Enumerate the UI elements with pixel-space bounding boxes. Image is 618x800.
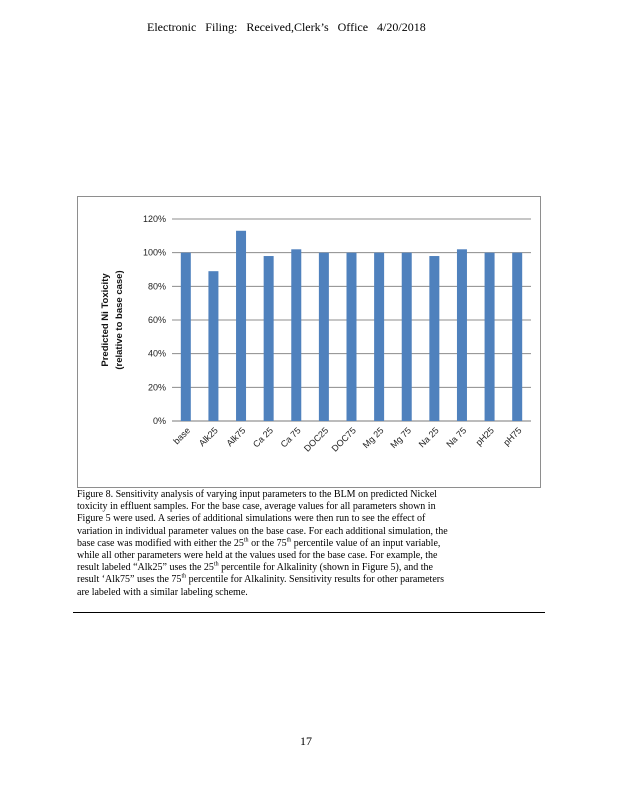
- y-axis-label-line2: (relative to base case): [114, 270, 125, 370]
- caption-line: Figure 8. Sensitivity analysis of varying input parameters to the BLM on predicted Nickel: [77, 489, 437, 500]
- caption-line: are labeled with a similar labeling scheme.: [77, 586, 248, 598]
- x-tick-label: pH75: [501, 425, 524, 448]
- x-tick-label: Alk75: [224, 425, 248, 449]
- bar-mg25: [374, 253, 384, 421]
- caption-line: result ‘Alk75” uses the 75th percentile for Alkalinity. Sensitivity results for other parameters: [77, 574, 444, 586]
- caption-line: result labeled “Alk25” uses the 25th percentile for Alkalinity (shown in Figure 5), and the: [77, 561, 433, 574]
- y-axis-label-line1: Predicted Ni Toxicity: [100, 273, 111, 367]
- figure-caption: [77, 489, 517, 599]
- page-number: 17: [300, 734, 312, 748]
- bar-alk25: [208, 271, 218, 421]
- x-tick-label: pH25: [473, 425, 496, 448]
- x-tick-label: base: [171, 425, 193, 447]
- bar-chart: [78, 197, 542, 489]
- caption-line: while all other parameters were held at the values used for the base case. For example, the: [77, 550, 438, 562]
- document-header: Electronic Filing: Received,Clerk’s Office 4/20/2018: [147, 20, 426, 34]
- bar-ph75: [512, 253, 522, 421]
- y-tick-label: 60%: [147, 315, 166, 325]
- x-tick-label: DOC25: [302, 425, 331, 454]
- x-tick-label: Alk25: [196, 425, 220, 449]
- bar-layer: [181, 231, 522, 421]
- bar-ca25: [264, 256, 274, 421]
- y-tick-label-layer: [143, 214, 166, 426]
- bar-na75: [457, 249, 467, 421]
- figure-chart-box: [77, 196, 541, 488]
- x-tick-label: Ca 25: [251, 425, 276, 450]
- bar-doc25: [319, 253, 329, 421]
- x-tick-label: Mg 25: [360, 425, 386, 451]
- x-tick-label: DOC75: [329, 425, 358, 454]
- y-tick-label: 100%: [142, 247, 166, 258]
- caption-line: base case was modified with either the 25th or the 75th percentile value of an input variable,: [77, 537, 441, 549]
- caption-line: variation in individual parameter values on the base case. For each additional simulation, the: [77, 525, 448, 537]
- bar-ca75: [291, 249, 301, 421]
- bar-alk75: [236, 231, 246, 421]
- x-tick-label: Na 75: [444, 425, 469, 450]
- bar-mg75: [402, 253, 412, 421]
- caption-line: Figure 5 were used. A series of additional simulations were then run to see the effect of: [77, 513, 426, 525]
- x-tick-label: Mg 75: [388, 425, 414, 451]
- x-tick-label: Na 25: [416, 425, 441, 450]
- bar-ph25: [485, 253, 495, 421]
- y-tick-label: 0%: [152, 416, 166, 426]
- y-tick-label: 80%: [147, 281, 166, 292]
- caption-divider: [73, 612, 545, 613]
- y-tick-label: 40%: [147, 348, 166, 359]
- bar-base: [181, 253, 191, 421]
- bar-na25: [429, 256, 439, 421]
- caption-line: toxicity in effluent samples. For the base case, average values for all parameters shown in: [77, 501, 436, 513]
- bar-doc75: [347, 253, 357, 421]
- x-tick-label: Ca 75: [278, 425, 303, 450]
- y-tick-label: 120%: [142, 214, 166, 224]
- y-tick-label: 20%: [147, 382, 166, 393]
- x-tick-label-layer: [171, 425, 523, 453]
